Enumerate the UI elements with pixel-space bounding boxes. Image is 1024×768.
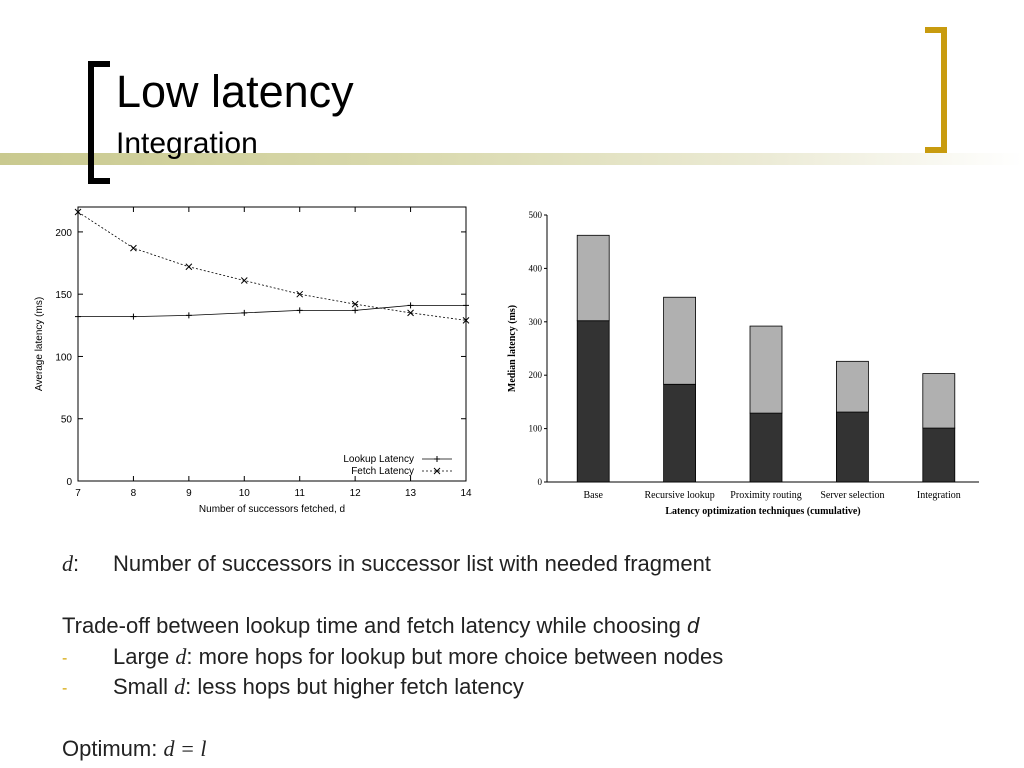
category-label: Server selection [820, 490, 885, 501]
y-tick-label: 50 [60, 414, 72, 426]
category-label: Integration [916, 490, 961, 501]
bullet-small [113, 674, 524, 700]
plot-frame [78, 207, 466, 481]
bullet-var: d [174, 674, 186, 699]
slide-title: Low latency [116, 66, 354, 117]
bar-segment-light [836, 361, 868, 412]
y-tick-label: 300 [528, 316, 542, 327]
tradeoff-var: d [686, 613, 700, 638]
bullet-text: : less hops but higher fetch latency [185, 674, 524, 699]
y-tick-label: 0 [537, 477, 542, 487]
y-tick-label: 200 [55, 227, 72, 239]
bullet-dash-icon: - [62, 650, 68, 667]
bar-segment-dark [750, 413, 782, 482]
definition-line [62, 551, 79, 577]
category-label: Base [583, 490, 603, 501]
x-tick-label: 11 [294, 488, 305, 499]
latency-bar-chart [505, 205, 985, 523]
left-bracket-icon [88, 61, 110, 184]
y-tick-label: 150 [55, 290, 72, 302]
definition-text: Number of successors in successor list with needed fragment [113, 551, 711, 576]
x-tick-label: 8 [130, 488, 137, 499]
bar-segment-dark [664, 384, 696, 482]
x-tick-label: 7 [75, 488, 81, 499]
legend-label: Lookup Latency [343, 454, 414, 465]
bullet-prefix: Small [113, 674, 169, 699]
x-axis-label: Number of successors fetched, d [198, 504, 346, 515]
bar-segment-dark [923, 428, 955, 482]
bar-segment-dark [836, 412, 868, 482]
y-tick-label: 400 [528, 263, 542, 274]
category-label: Recursive lookup [644, 490, 715, 501]
y-tick-label: 100 [55, 352, 72, 364]
y-axis-label: Median latency (ms) [507, 304, 518, 393]
bullet-prefix: Large [113, 644, 170, 669]
bar-segment-light [750, 326, 782, 413]
tradeoff-text: Trade-off between lookup time and fetch latency while choosing [62, 613, 681, 638]
right-bracket-icon [925, 27, 947, 153]
legend-label: Fetch Latency [351, 466, 414, 477]
x-axis-label: Latency optimization techniques (cumulative) [665, 506, 861, 517]
optimum-label: Optimum: [62, 736, 158, 761]
x-tick-label: 10 [238, 488, 250, 499]
y-tick-label: 200 [528, 370, 542, 381]
bar-segment-light [577, 235, 609, 320]
bar-segment-dark [577, 321, 609, 482]
definition-var: d [62, 551, 73, 576]
y-tick-label: 0 [66, 477, 72, 488]
x-tick-label: 12 [349, 488, 361, 499]
latency-line-chart [30, 200, 480, 520]
bar-segment-light [664, 297, 696, 384]
tradeoff-line [62, 613, 699, 639]
series-line-lookup [78, 305, 466, 316]
x-tick-label: 9 [186, 488, 192, 499]
bullet-var: d [175, 644, 187, 669]
bullet-text: : more hops for lookup but more choice between nodes [186, 644, 724, 669]
bullet-large [113, 644, 723, 670]
x-tick-label: 13 [405, 488, 417, 499]
optimum-expr: d = l [163, 736, 207, 761]
y-axis-label: Average latency (ms) [34, 296, 45, 392]
x-tick-label: 14 [460, 488, 472, 499]
optimum-line [62, 736, 206, 762]
category-label: Proximity routing [730, 490, 802, 501]
bullet-dash-icon: - [62, 680, 68, 697]
y-tick-label: 100 [528, 423, 542, 434]
slide-subtitle: Integration [116, 127, 258, 160]
definition-colon: : [73, 551, 80, 576]
series-line-fetch [78, 212, 466, 320]
bar-segment-light [923, 374, 955, 428]
y-tick-label: 500 [528, 210, 542, 220]
